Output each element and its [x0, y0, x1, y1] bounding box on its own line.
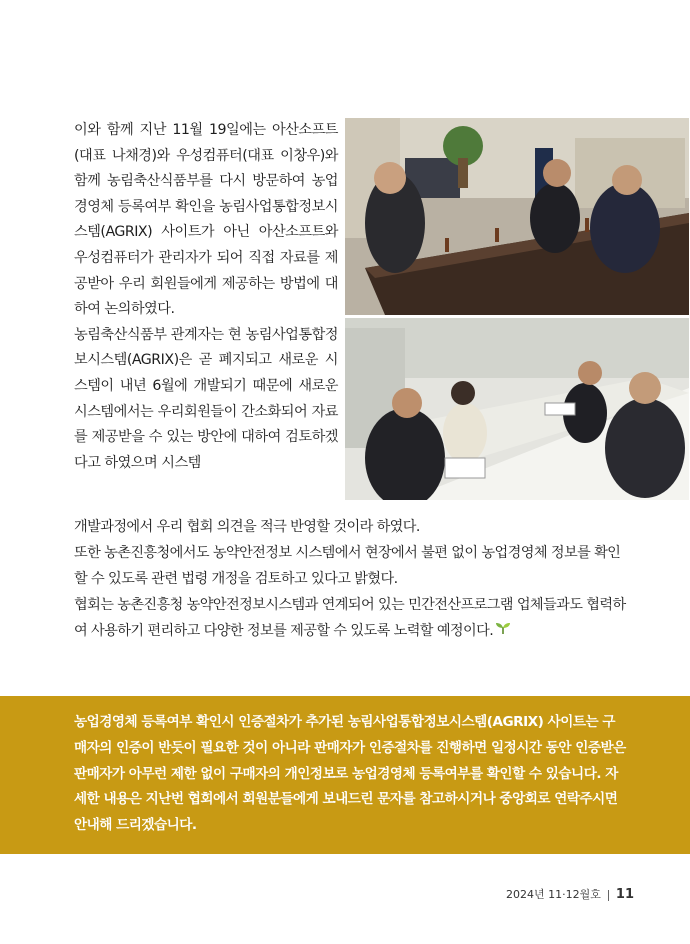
issue-label: 2024년 11·12월호 — [506, 888, 601, 901]
paragraph-development: 개발과정에서 우리 협회 의견을 적극 반영할 것이라 하였다. — [74, 519, 420, 535]
meeting-photo-2 — [345, 318, 689, 500]
meeting-photo-1 — [345, 118, 689, 315]
article-full-text — [74, 514, 626, 644]
paragraph-ministry-response: 농림축산식품부 관계자는 현 농림사업통합정보시스템(AGRIX)은 곧 폐지되고 새로운 시스템이 내년 6월에 개발되기 때문에 새로운 시스템에서는 우리회원들이 간소화되어 자료를 제공받을 수 있는 방안에 대하여 검토하겠다고 하였으며 시스템 — [74, 326, 338, 471]
notice-text: 농업경영체 등록여부 확인시 인증절차가 추가된 농림사업통합정보시스템(AGRIX) 사이트는 구매자의 인증이 반듯이 필요한 것이 아니라 판매자가 인증절차를 진행하면 일정시간 동안 인증받은 판매자가 아무런 제한 없이 구매자의 개인정보로 농업경영체 등록여부를 확인할 수 있습니다. 자세한 내용은 지난번 협회에서 회원분들에게 보내드린 문자를 참고하시거나 중앙회로 연락주시면 안내해 드리겠습니다. — [74, 714, 626, 834]
footer-divider — [608, 890, 609, 901]
sprout-icon — [495, 618, 511, 644]
page-number: 11 — [615, 887, 634, 902]
paragraph-meeting: 이와 함께 지난 11월 19일에는 아산소프트(대표 나채경)와 우성컴퓨터(대표 이창우)와 함께 농림축산식품부를 다시 방문하여 농업경영체 등록여부 확인을 농림사업통합정보시스템(AGRIX) 사이트가 아닌 아산소프트와 우성컴퓨터가 관리자가 되어 직접 자료를 제공받아 우리 회원들에게 제공하는 방법에 대하여 논의하였다. — [74, 122, 338, 318]
article-column-text — [74, 118, 338, 476]
page-footer — [506, 886, 634, 902]
paragraph-rda: 또한 농촌진흥청에서도 농약안전정보 시스템에서 현장에서 불편 없이 농업경영체 정보를 확인할 수 있도록 관련 법령 개정을 검토하고 있다고 밝혔다. — [74, 545, 621, 587]
paragraph-association-plan: 협회는 농촌진흥청 농약안전정보시스템과 연계되어 있는 민간전산프로그램 업체들과도 협력하여 사용하기 편리하고 다양한 정보를 제공할 수 있도록 노력할 예정이다. — [74, 592, 626, 644]
notice-box — [0, 696, 690, 854]
